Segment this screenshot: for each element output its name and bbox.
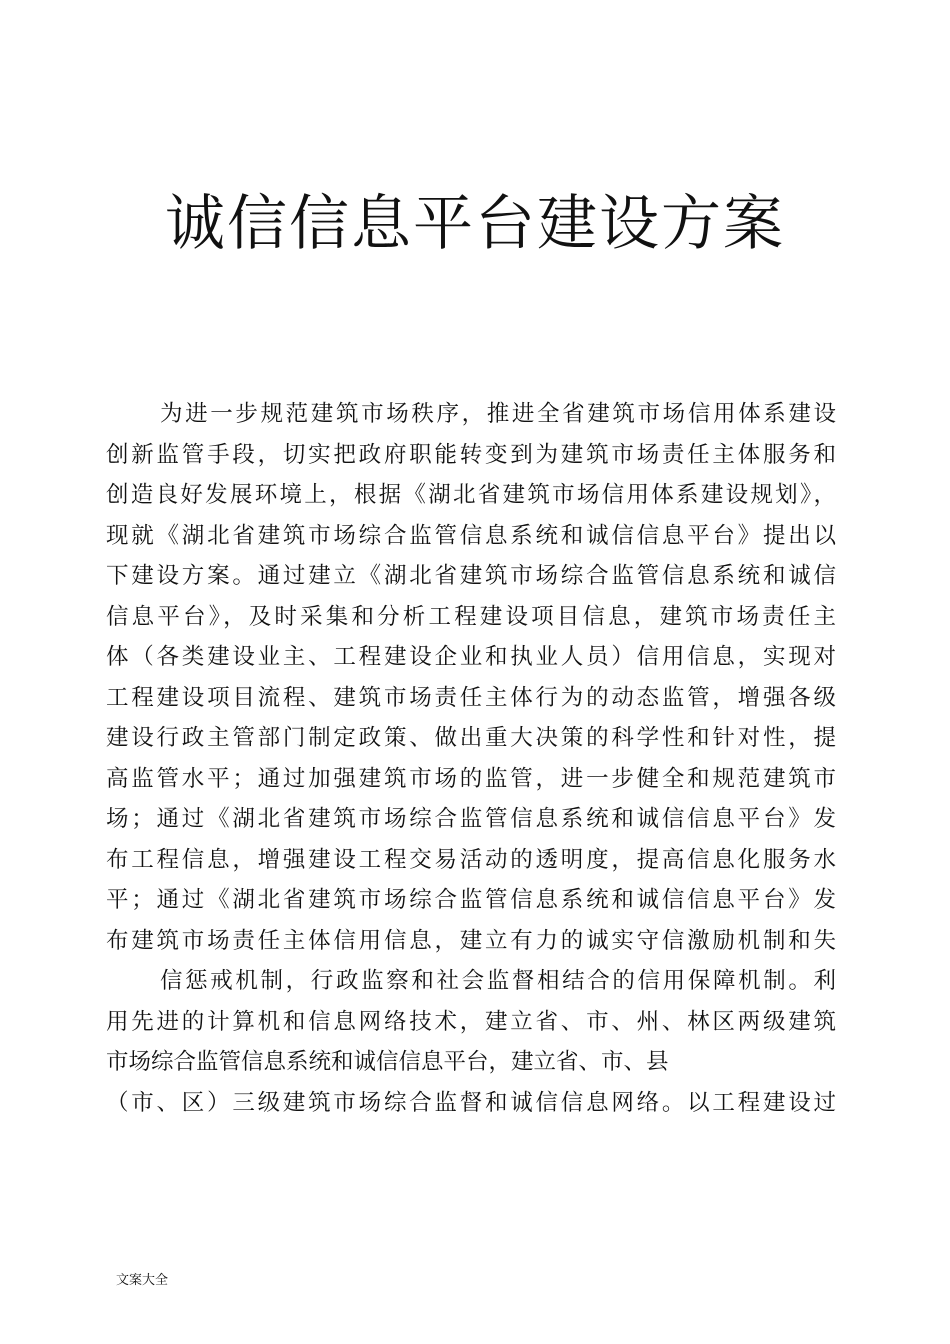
body-line: 布建筑市场责任主体信用信息，建立有力的诚实守信激励机制和失 bbox=[106, 927, 836, 954]
body-line: 体（各类建设业主、工程建设企业和执业人员）信用信息，实现对 bbox=[106, 644, 836, 670]
body-line: 高监管水平；通过加强建筑市场的监管，进一步健全和规范建筑市 bbox=[106, 765, 836, 792]
body-line: 现就《湖北省建筑市场综合监管信息系统和诚信信息平台》提出以 bbox=[106, 522, 836, 549]
body-line: 工程建设项目流程、建筑市场责任主体行为的动态监管，增强各级 bbox=[106, 684, 836, 711]
footer-label: 文案大全 bbox=[116, 1273, 169, 1288]
body-line: （市、区）三级建筑市场综合监督和诚信信息网络。以工程建设过 bbox=[106, 1089, 836, 1116]
document-title: 诚信信息平台建设方案 bbox=[165, 189, 785, 259]
body-line: 创造良好发展环境上，根据《湖北省建筑市场信用体系建设规划》， bbox=[106, 482, 836, 508]
body-line: 创新监管手段，切实把政府职能转变到为建筑市场责任主体服务和 bbox=[106, 441, 836, 468]
body-line: 为进一步规范建筑市场秩序，推进全省建筑市场信用体系建设 bbox=[160, 401, 836, 427]
body-line: 平；通过《湖北省建筑市场综合监管信息系统和诚信信息平台》发 bbox=[106, 887, 836, 913]
body-line: 用先进的计算机和信息网络技术，建立省、市、州、林区两级建筑 bbox=[106, 1008, 836, 1035]
body-line: 下建设方案。通过建立《湖北省建筑市场综合监管信息系统和诚信 bbox=[106, 563, 836, 589]
document-body bbox=[106, 394, 836, 1123]
body-line: 信息平台》，及时采集和分析工程建设项目信息，建筑市场责任主 bbox=[106, 603, 836, 630]
body-line: 场；通过《湖北省建筑市场综合监管信息系统和诚信信息平台》发 bbox=[106, 806, 836, 832]
body-line: 信惩戒机制，行政监察和社会监督相结合的信用保障机制。利 bbox=[160, 968, 836, 994]
body-line: 市场综合监管信息系统和诚信信息平台，建立省、市、县 bbox=[106, 1049, 669, 1075]
body-line: 布工程信息，增强建设工程交易活动的透明度，提高信息化服务水 bbox=[106, 846, 836, 873]
body-line: 建设行政主管部门制定政策、做出重大决策的科学性和针对性，提 bbox=[106, 725, 836, 751]
